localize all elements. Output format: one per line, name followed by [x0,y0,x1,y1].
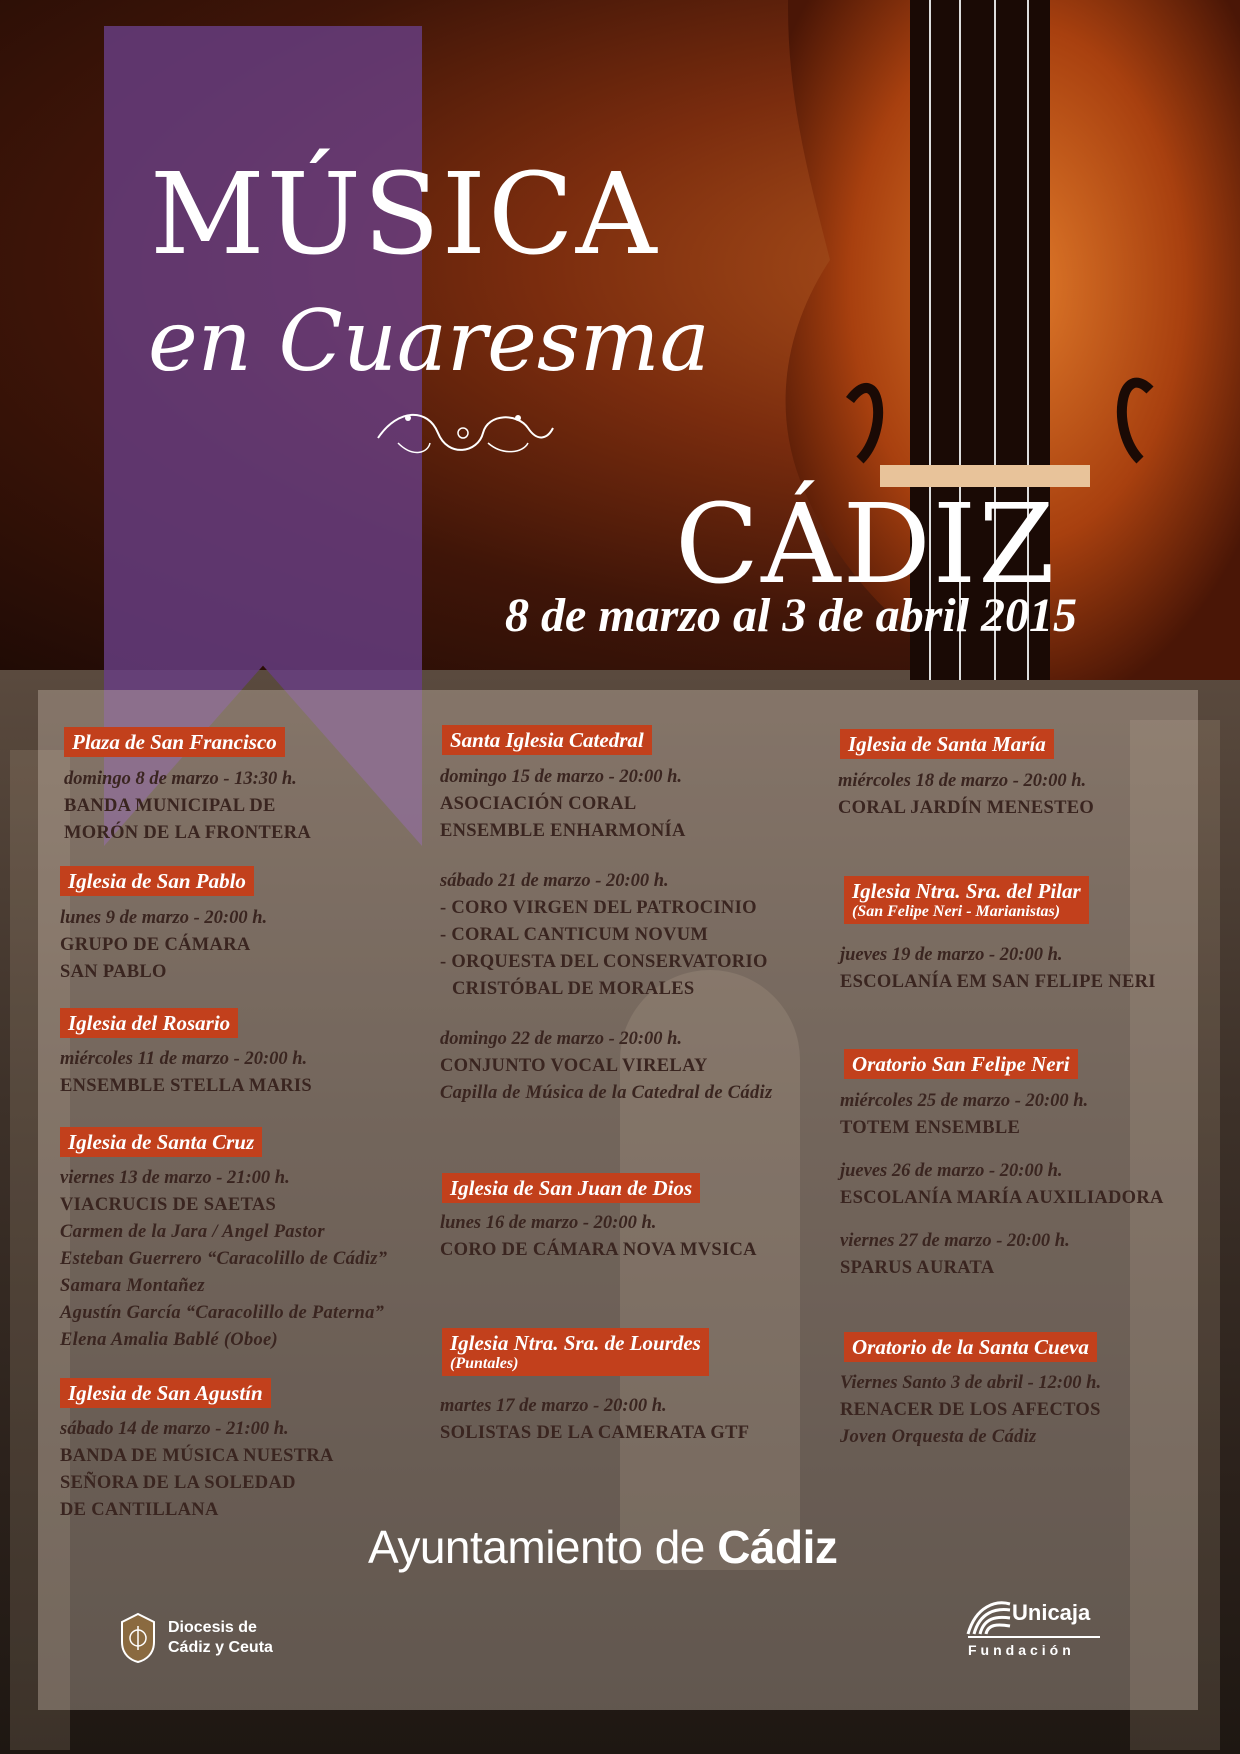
event-performer: CORO DE CÁMARA NOVA MVSICA [440,1240,757,1260]
venue-subtitle: (Puntales) [450,1355,519,1372]
event-time: domingo 8 de marzo - 13:30 h. [64,769,297,789]
event-time: lunes 9 de marzo - 20:00 h. [60,908,268,928]
event-block [60,905,267,986]
event-time: jueves 26 de marzo - 20:00 h. [840,1161,1063,1181]
event-performer: - ORQUESTA DEL CONSERVATORIO [440,952,768,972]
venue-label: Iglesia de San Juan de Dios [442,1173,700,1203]
event-block [838,768,1094,822]
venue-label: Iglesia de Santa María [840,729,1054,759]
event-performer: ASOCIACIÓN CORAL [440,794,637,814]
event-block [64,766,311,847]
sponsor-sub: Fundación [968,1642,1075,1658]
event-performer: Agustín García “Caracolillo de Paterna” [60,1303,385,1323]
event-time: miércoles 25 de marzo - 20:00 h. [840,1091,1089,1111]
organizer-name [368,1520,837,1574]
ornament-icon [368,398,558,468]
event-performer: - CORAL CANTICUM NOVUM [440,925,709,945]
venue-name: Iglesia Ntra. Sra. de Lourdes [450,1331,701,1355]
event-performer: ESCOLANÍA MARÍA AUXILIADORA [840,1188,1164,1208]
venue-label: Iglesia de San Pablo [60,866,254,896]
unicaja-logo-icon [966,1596,1012,1636]
event-dates: 8 de marzo al 3 de abril 2015 [505,589,1077,642]
venue-label: Oratorio San Felipe Neri [844,1049,1078,1079]
event-performer: RENACER DE LOS AFECTOS [840,1400,1101,1420]
event-performer: SEÑORA DE LA SOLEDAD [60,1473,296,1493]
event-time: miércoles 18 de marzo - 20:00 h. [838,771,1087,791]
event-time: jueves 19 de marzo - 20:00 h. [840,945,1063,965]
event-performer: - CORO VIRGEN DEL PATROCINIO [440,898,757,918]
event-time: lunes 16 de marzo - 20:00 h. [440,1213,657,1233]
event-performer: CORAL JARDÍN MENESTEO [838,798,1095,818]
event-block [440,1026,772,1107]
event-performer: BANDA MUNICIPAL DE [64,796,276,816]
event-performer: VIACRUCIS DE SAETAS [60,1195,277,1215]
venue-label: Santa Iglesia Catedral [442,725,652,755]
event-performer: Elena Amalia Bablé (Oboe) [60,1330,279,1350]
title-cuaresma: en Cuaresma [148,292,710,390]
event-performer: ENSEMBLE STELLA MARIS [60,1076,313,1096]
venue-label [844,876,1089,924]
title-musica: MÚSICA [150,150,659,280]
sponsor-brand: Unicaja [1012,1600,1091,1625]
event-block [840,1228,1070,1282]
event-performer: ESCOLANÍA EM SAN FELIPE NERI [840,972,1156,992]
venue-label: Iglesia de San Agustín [60,1378,271,1408]
event-performer: ENSEMBLE ENHARMONÍA [440,821,686,841]
event-performer: DE CANTILLANA [60,1500,219,1520]
venue-name: Iglesia Ntra. Sra. del Pilar [852,879,1081,903]
event-block [60,1046,312,1100]
event-time: viernes 13 de marzo - 21:00 h. [60,1168,290,1188]
event-performer: SPARUS AURATA [840,1258,995,1278]
venue-label: Oratorio de la Santa Cueva [844,1332,1097,1362]
event-performer: GRUPO DE CÁMARA [60,935,251,955]
city-title: CÁDIZ [675,480,1057,608]
event-block [840,1088,1088,1142]
event-block [440,1393,749,1447]
event-time: Viernes Santo 3 de abril - 12:00 h. [840,1373,1102,1393]
event-time: domingo 15 de marzo - 20:00 h. [440,767,683,787]
venue-label [442,1328,709,1376]
event-time: miércoles 11 de marzo - 20:00 h. [60,1049,308,1069]
venue-label: Plaza de San Francisco [64,727,285,757]
event-block [440,764,686,845]
event-block [840,1158,1164,1212]
event-block [440,1210,757,1264]
event-block [840,942,1156,996]
event-performer: Esteban Guerrero “Caracolillo de Cádiz” [60,1249,388,1269]
event-time: sábado 21 de marzo - 20:00 h. [440,871,669,891]
event-block [60,1416,334,1524]
venue-label: Iglesia de Santa Cruz [60,1127,262,1157]
event-time: martes 17 de marzo - 20:00 h. [440,1396,667,1416]
event-time: viernes 27 de marzo - 20:00 h. [840,1231,1070,1251]
event-performer: SOLISTAS DE LA CAMERATA GTF [440,1423,750,1443]
event-time: domingo 22 de marzo - 20:00 h. [440,1029,683,1049]
event-block [440,868,768,1003]
event-performer: SAN PABLO [60,962,167,982]
event-performer: TOTEM ENSEMBLE [840,1118,1021,1138]
event-performer: CRISTÓBAL DE MORALES [452,979,695,999]
diocese-line1: Diocesis de [168,1619,257,1636]
event-performer: Joven Orquesta de Cádiz [840,1427,1037,1447]
venue-subtitle: (San Felipe Neri - Marianistas) [852,903,1061,920]
event-performer: BANDA DE MÚSICA NUESTRA [60,1446,334,1466]
event-block [60,1165,387,1354]
event-performer: MORÓN DE LA FRONTERA [64,823,312,843]
event-performer: Capilla de Música de la Catedral de Cádiz [440,1083,773,1103]
diocese-line2: Cádiz y Ceuta [168,1639,273,1656]
diocese-seal-icon [118,1612,158,1664]
event-time: sábado 14 de marzo - 21:00 h. [60,1419,289,1439]
event-block [840,1370,1101,1451]
venue-label: Iglesia del Rosario [60,1008,238,1038]
event-performer: Carmen de la Jara / Angel Pastor [60,1222,325,1242]
organizer-bold: Cádiz [717,1521,838,1573]
event-performer: CONJUNTO VOCAL VIRELAY [440,1056,708,1076]
event-performer: Samara Montañez [60,1276,205,1296]
organizer-regular: Ayuntamiento de [368,1521,718,1573]
